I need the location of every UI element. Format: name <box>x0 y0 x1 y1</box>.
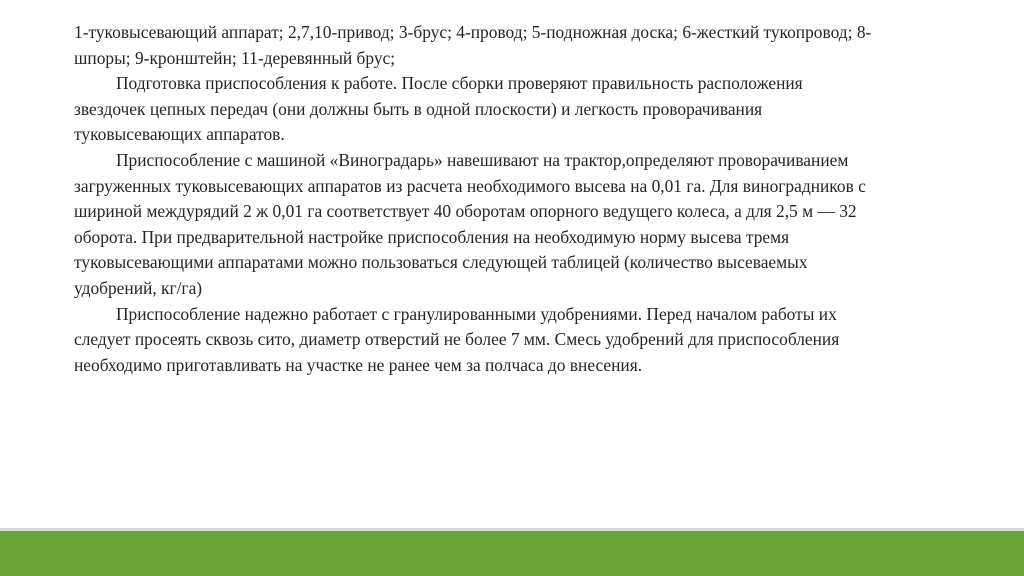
legend-paragraph: 1-туковысевающий аппарат; 2,7,10-привод; 3-брус; 4-провод; 5-подножная доска; 6-жесткий тукопровод; 8-шпоры; 9-кронштейн; 11-деревянный брус; <box>74 22 872 68</box>
operation-paragraph: Приспособление надежно работает с гранулированными удобрениями. Перед началом работы их следует просеять сквозь сито, диаметр отверстий не более 7 мм. Смесь удобрений для приспособления необходимо приготавливать на участке не ранее чем за полчаса до внесения. <box>74 303 840 375</box>
slide-body <box>74 20 874 378</box>
setup-paragraph: Приспособление с машиной «Виноградарь» навешивают на трактор,определяют проворачиванием загруженных туковысевающих аппаратов из расчета необходимого высева на 0,01 га. Для виноградников с шириной междурядий 2 ж 0,01 га соответствует 40 оборотам опорного ведущего колеса, а для 2,5 м — 32 оборота. При предварительной настройке приспособления на необходимую норму высева тремя туковысевающими аппаратами можно пользоваться следующей таблицей (количество высеваемых удобрений, кг/га) <box>74 149 866 298</box>
preparation-paragraph: Подготовка приспособления к работе. После сборки проверяют правильность расположения звездочек цепных передач (они должны быть в одной плоскости) и легкость проворачивания туковысевающих аппаратов. <box>74 73 803 145</box>
footer-accent-bar <box>0 531 1024 576</box>
